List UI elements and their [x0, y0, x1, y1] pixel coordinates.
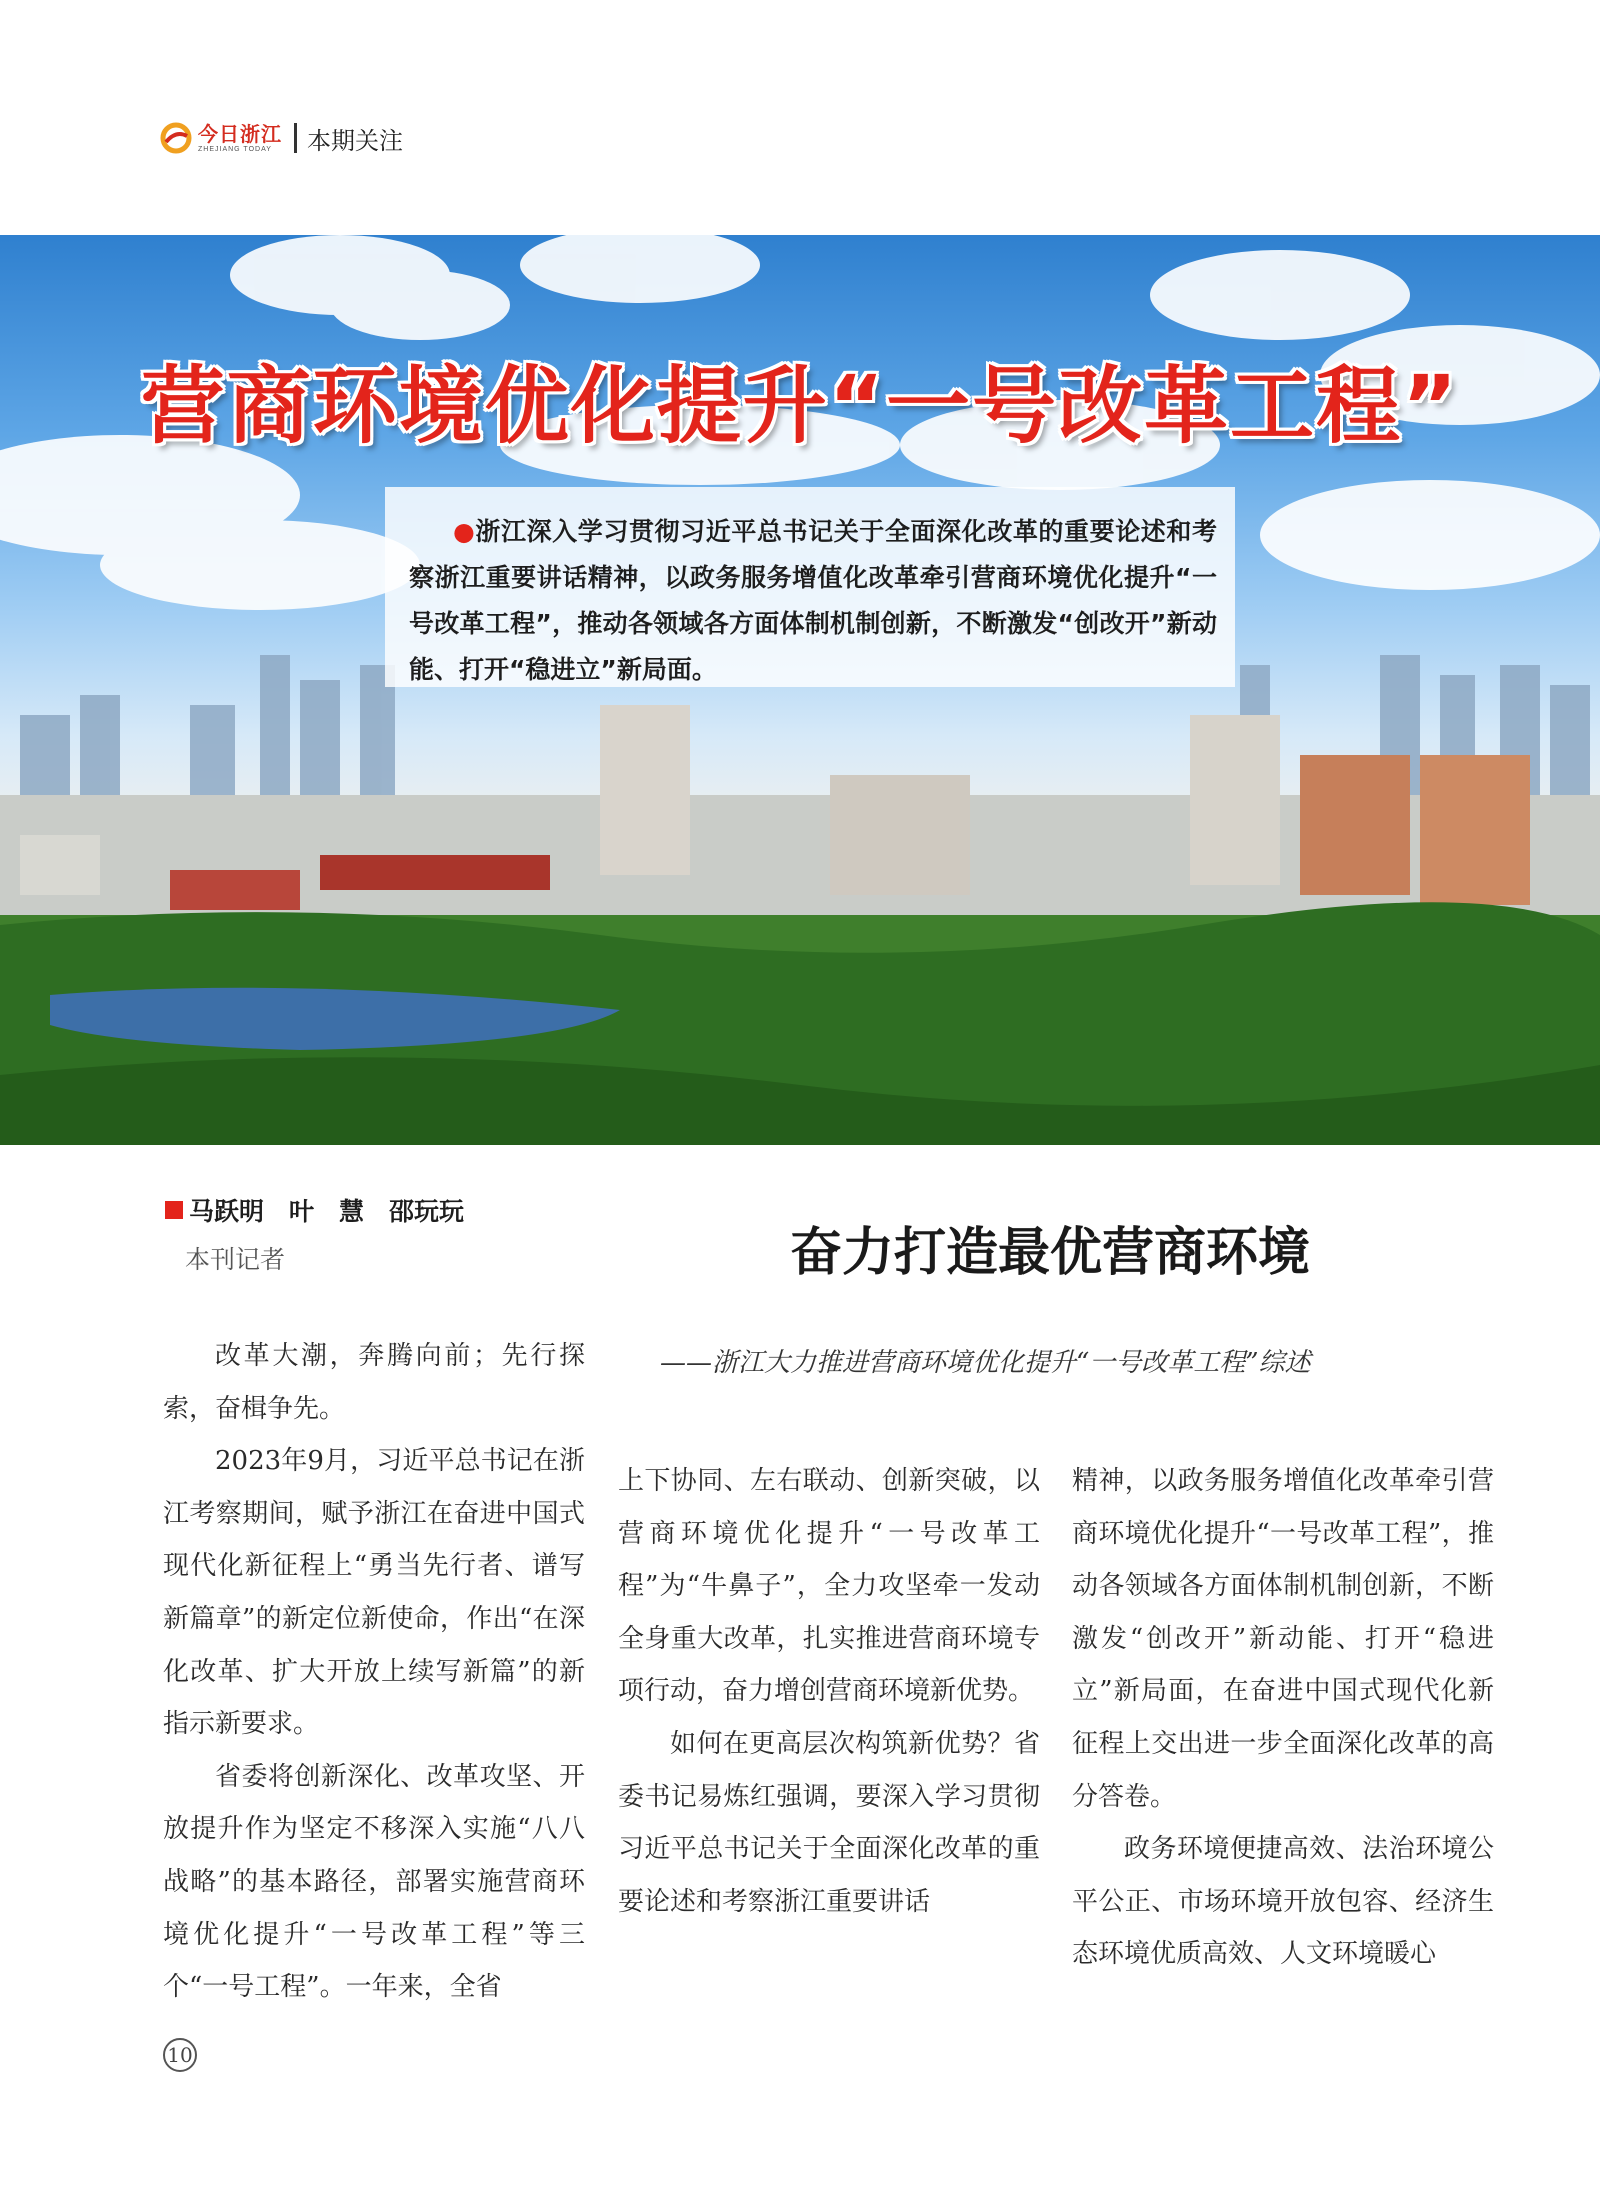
paragraph: 如何在更高层次构筑新优势？省委书记易炼红强调，要深入学习贯彻习近平总书记关于全面深化改革的重要论述和考察浙江重要讲话 [618, 1728, 1040, 1917]
body-column-1 [163, 1330, 585, 2014]
red-square-icon [165, 1201, 183, 1219]
hero-photo [0, 235, 1600, 1145]
logo-sun-icon [160, 122, 192, 154]
author-role: 本刊记者 [185, 1245, 286, 1274]
lead-paragraph [409, 509, 1217, 693]
body-column-2 [618, 1455, 1040, 1928]
byline [165, 1192, 464, 1276]
masthead [160, 118, 403, 158]
article-title: 奋力打造最优营商环境 [790, 1222, 1311, 1283]
author-names-text: 马跃明 叶 慧 邵玩玩 [189, 1197, 465, 1226]
header-divider [294, 123, 297, 153]
article-subtitle: ——浙江大力推进营商环境优化提升“一号改革工程”综述 [660, 1348, 1311, 1378]
bullet-icon: ● [453, 517, 476, 546]
page-number: 10 [163, 2038, 197, 2072]
author-names [165, 1192, 464, 1228]
hero-title: 营商环境优化提升“一号改革工程” [140, 357, 1460, 455]
paragraph: 2023年9月，习近平总书记在浙江考察期间，赋予浙江在奋进中国式现代化新征程上“勇当先行者、谱写新篇章”的新定位新使命，作出“在深化改革、扩大开放上续写新篇”的新指示新要求。 [163, 1446, 585, 1740]
logo-title: 今日浙江 [198, 121, 282, 146]
paragraph: 上下协同、左右联动、创新突破，以营商环境优化提升“一号改革工程”为“牛鼻子”，全力攻坚牵一发动全身重大改革，扎实推进营商环境专项行动，奋力增创营商环境新优势。 [618, 1466, 1040, 1707]
paragraph: 政务环境便捷高效、法治环境公平公正、市场环境开放包容、经济生态环境优质高效、人文环境暖心 [1072, 1834, 1494, 1970]
paragraph: 省委将创新深化、改革攻坚、开放提升作为坚定不移深入实施“八八战略”的基本路径，部署实施营商环境优化提升“一号改革工程”等三个“一号工程”。一年来，全省 [163, 1761, 585, 2003]
logo [198, 121, 282, 153]
lead-box [385, 487, 1235, 687]
body-column-3 [1072, 1455, 1494, 1981]
section-label: 本期关注 [307, 126, 403, 155]
paragraph: 改革大潮，奔腾向前；先行探索，奋楫争先。 [163, 1341, 585, 1424]
lead-text: 浙江深入学习贯彻习近平总书记关于全面深化改革的重要论述和考察浙江重要讲话精神，以政务服务增值化改革牵引营商环境优化提升“一号改革工程”，推动各领域各方面体制机制创新，不断激发“创改开”新动能、打开“稳进立”新局面。 [409, 517, 1217, 684]
logo-subtitle: ZHEJIANG TODAY [198, 145, 272, 153]
paragraph: 精神，以政务服务增值化改革牵引营商环境优化提升“一号改革工程”，推动各领域各方面体制机制创新，不断激发“创改开”新动能、打开“稳进立”新局面，在奋进中国式现代化新征程上交出进一步全面深化改革的高分答卷。 [1072, 1466, 1494, 1812]
